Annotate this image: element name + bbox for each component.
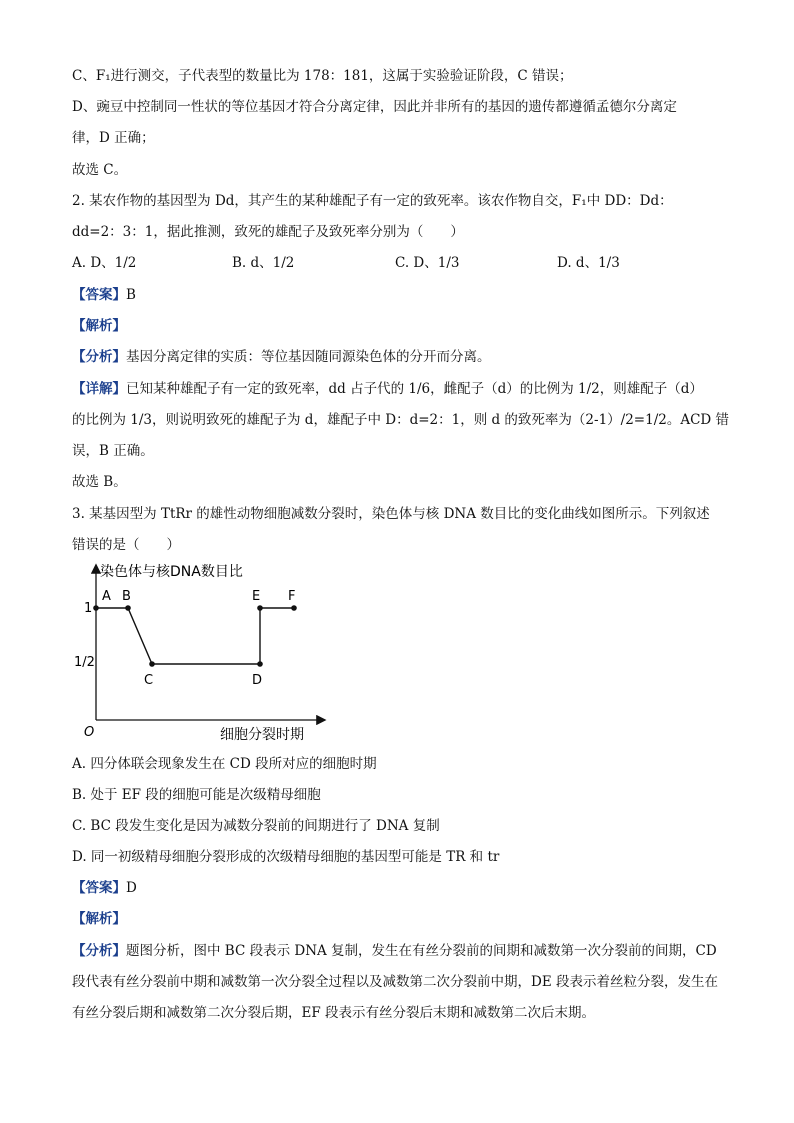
q3-stem-line2: 错误的是（ ） bbox=[72, 537, 180, 553]
data-point-d bbox=[257, 661, 263, 667]
point-label-c: C bbox=[144, 673, 154, 688]
ratio-line-chart bbox=[74, 558, 340, 748]
q2-option-b: B. d、1/2 bbox=[232, 255, 295, 271]
q2-option-d: D. d、1/3 bbox=[557, 255, 620, 271]
q3-answer bbox=[72, 878, 137, 898]
q2-analysis-heading bbox=[72, 316, 126, 336]
point-label-f: F bbox=[288, 589, 296, 604]
q3-option-c: C. BC 段发生变化是因为减数分裂前的间期进行了 DNA 复制 bbox=[72, 818, 440, 834]
data-point-b bbox=[125, 605, 131, 611]
series-line bbox=[96, 608, 294, 664]
data-point-c bbox=[149, 661, 155, 667]
prev-option-d-explanation-line1: D、豌豆中控制同一性状的等位基因才符合分离定律，因此并非所有的基因的遗传都遵循孟德尔分离定 bbox=[72, 99, 677, 115]
y-tick-half: 1/2 bbox=[74, 655, 95, 670]
q3-fenxi-text: 题图分析，图中 BC 段表示 DNA 复制，发生在有丝分裂前的间期和减数第一次分裂前的间期，CD 段代表有丝分裂前中期和减数第一次分裂全过程以及减数第二次分裂前中期，DE 段表示着丝粒分裂，发生在有丝分裂后期和减数第二次分裂后期，EF 段表示有丝分裂后末期和减数第二次后末期。 bbox=[72, 943, 718, 1021]
q3-fenxi-tag: 【分析】 bbox=[72, 943, 126, 959]
chart-marks bbox=[93, 589, 297, 688]
q2-xiangjie-line3: 误，B 正确。 bbox=[72, 443, 154, 459]
q3-answer-tag: 【答案】 bbox=[72, 880, 126, 896]
q3-answer-value: D bbox=[126, 880, 137, 896]
y-tick-1: 1 bbox=[84, 601, 93, 616]
data-point-a bbox=[93, 605, 99, 611]
point-label-b: B bbox=[122, 589, 131, 604]
q3-analysis-tag: 【解析】 bbox=[72, 911, 126, 927]
q3-fenxi bbox=[72, 936, 724, 1029]
prev-option-d-explanation-line2: 律，D 正确； bbox=[72, 130, 155, 146]
q2-fenxi bbox=[72, 347, 491, 367]
q2-analysis-tag: 【解析】 bbox=[72, 318, 126, 334]
point-label-a: A bbox=[102, 589, 111, 604]
q2-fenxi-tag: 【分析】 bbox=[72, 349, 126, 365]
q2-xiangjie-line1 bbox=[72, 379, 703, 399]
q2-fenxi-text: 基因分离定律的实质：等位基因随同源染色体的分开而分离。 bbox=[126, 349, 491, 365]
q2-option-c: C. D、1/3 bbox=[395, 255, 460, 271]
q3-analysis-heading bbox=[72, 909, 126, 929]
q2-answer bbox=[72, 285, 136, 305]
q2-answer-value: B bbox=[126, 287, 136, 303]
q2-conclusion: 故选 B。 bbox=[72, 474, 127, 490]
point-label-d: D bbox=[252, 673, 263, 688]
q2-xiangjie-text1: 已知某种雄配子有一定的致死率，dd 占子代的 1/6，雌配子（d）的比例为 1/2，则雄配子（d） bbox=[126, 381, 703, 397]
q2-xiangjie-tag: 【详解】 bbox=[72, 381, 126, 397]
q2-xiangjie-line2: 的比例为 1/3，则说明致死的雄配子为 d，雄配子中 D：d=2：1，则 d 的致死率为（2-1）/2=1/2。ACD 错 bbox=[72, 412, 730, 428]
q3-stem-line1: 3. 某基因型为 TtRr 的雄性动物细胞减数分裂时，染色体与核 DNA 数目比的变化曲线如图所示。下列叙述 bbox=[72, 506, 710, 522]
point-label-e: E bbox=[252, 589, 261, 604]
q2-stem-line1: 2. 某农作物的基因型为 Dd，其产生的某种雄配子有一定的致死率。该农作物自交，F₁中 DD：Dd： bbox=[72, 193, 673, 209]
q2-option-a: A. D、1/2 bbox=[72, 255, 137, 271]
q2-answer-tag: 【答案】 bbox=[72, 287, 126, 303]
y-axis-label: 染色体与核DNA数目比 bbox=[100, 564, 243, 580]
data-point-e bbox=[257, 605, 263, 611]
x-axis-label: 细胞分裂时期 bbox=[220, 727, 304, 743]
q3-option-d: D. 同一初级精母细胞分裂形成的次级精母细胞的基因型可能是 TR 和 tr bbox=[72, 849, 500, 865]
q3-option-a: A. 四分体联会现象发生在 CD 段所对应的细胞时期 bbox=[72, 756, 377, 772]
q2-stem-line2: dd=2：3：1，据此推测，致死的雄配子及致死率分别为（ ） bbox=[72, 224, 464, 240]
origin-label: O bbox=[84, 725, 95, 740]
prev-option-c-explanation: C、F₁进行测交，子代表型的数量比为 178：181，这属于实验验证阶段，C 错误； bbox=[72, 68, 573, 84]
data-point-f bbox=[291, 605, 297, 611]
q3-option-b: B. 处于 EF 段的细胞可能是次级精母细胞 bbox=[72, 787, 321, 803]
prev-conclusion: 故选 C。 bbox=[72, 162, 128, 178]
